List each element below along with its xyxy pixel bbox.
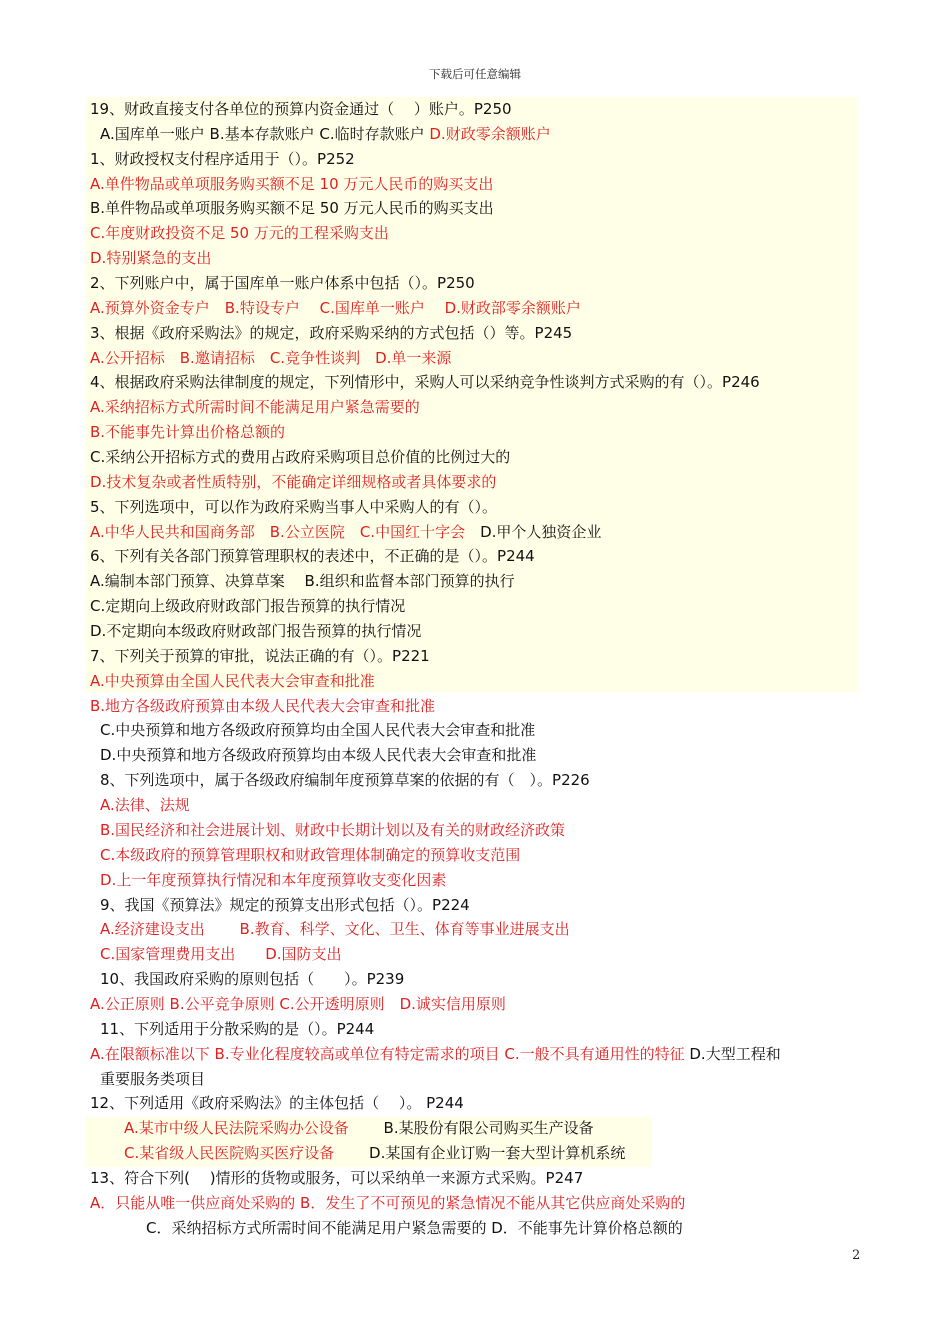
text-line [90, 619, 860, 644]
text-line [90, 1042, 860, 1067]
text-line [90, 893, 860, 918]
page-header: 下载后可任意编辑 [429, 67, 521, 81]
text-line [90, 246, 860, 271]
text-line [90, 445, 860, 470]
question-text: 3、根据《政府采购法》的规定，政府采购采纳的方式包括（）等。P245 [90, 323, 573, 342]
question-text: 4、根据政府采购法律制度的规定，下列情形中，采购人可以采纳竞争性谈判方式采购的有（）。P246 [90, 373, 760, 392]
question-text: 8、下列选项中，属于各级政府编制年度预算草案的依据的有（ ）。P226 [100, 771, 590, 790]
answer-text: A.公开招标 B.邀请招标 C.竞争性谈判 D.单一来源 [90, 348, 452, 367]
text-line [90, 370, 860, 395]
answer-text: A.中央预算由全国人民代表大会审查和批准 [90, 671, 375, 690]
question-text: B.某股份有限公司购买生产设备 [383, 1119, 594, 1138]
text-line [90, 1091, 860, 1116]
text-line [90, 1166, 860, 1191]
answer-text: A.在限额标准以下 B.专业化程度较高或单位有特定需求的项目 C.一般不具有通用性的特征 [90, 1044, 690, 1063]
text-line [90, 967, 860, 992]
question-text: D.大型工程和 [689, 1044, 781, 1063]
question-text: C．采纳招标方式所需时间不能满足用户紧急需要的 D．不能事先计算价格总额的 [146, 1218, 683, 1237]
question-text: 2、下列账户中，属于国库单一账户体系中包括（）。P250 [90, 274, 475, 293]
text-line [90, 1067, 860, 1092]
answer-text: C.某省级人民医院购买医疗设备 [124, 1144, 370, 1163]
answer-text: A.中华人民共和国商务部 B.公立医院 C.中国红十字会 [90, 522, 481, 541]
text-line [90, 793, 860, 818]
answer-text: B.不能事先计算出价格总额的 [90, 423, 286, 442]
text-line [90, 743, 860, 768]
question-text: 5、下列选项中，可以作为政府采购当事人中采购人的有（）。 [90, 497, 498, 516]
text-line [90, 1216, 860, 1241]
answer-text: A．只能从唯一供应商处采购的 B．发生了不可预见的紧急情况不能从其它供应商处采购的 [90, 1193, 686, 1212]
text-line [90, 172, 860, 197]
question-text: A.编制本部门预算、决算草案 B.组织和监督本部门预算的执行 [90, 572, 515, 591]
question-text: D.某国有企业订购一套大型计算机系统 [369, 1144, 626, 1163]
text-line [90, 147, 860, 172]
question-text: 7、下列关于预算的审批，说法正确的有（）。P221 [90, 646, 430, 665]
text-line [90, 669, 860, 694]
text-line [90, 470, 860, 495]
text-line [90, 818, 860, 843]
text-line [90, 544, 860, 569]
answer-text: A.采纳招标方式所需时间不能满足用户紧急需要的 [90, 398, 420, 417]
text-line [90, 843, 860, 868]
text-line [90, 221, 860, 246]
answer-text: D.技术复杂或者性质特别，不能确定详细规格或者具体要求的 [90, 472, 497, 491]
text-line [90, 992, 860, 1017]
text-line [90, 321, 860, 346]
answer-text: A.法律、法规 [100, 796, 190, 815]
question-text: A.国库单一账户 B.基本存款账户 C.临时存款账户 [100, 124, 430, 143]
text-line [90, 1191, 860, 1216]
text-line [90, 520, 860, 545]
answer-text: D.财政零余额账户 [429, 124, 551, 143]
answer-text: A.某市中级人民法院采购办公设备 [124, 1119, 384, 1138]
text-line [90, 644, 860, 669]
answer-text: C.国家管理费用支出 D.国防支出 [100, 945, 342, 964]
text-line [90, 495, 860, 520]
answer-text: B.国民经济和社会进展计划、财政中长期计划以及有关的财政经济政策 [100, 820, 566, 839]
text-line [90, 1116, 860, 1141]
answer-text: B.地方各级政府预算由本级人民代表大会审查和批准 [90, 696, 436, 715]
text-line [90, 942, 860, 967]
question-text: 19、财政直接支付各单位的预算内资金通过（ ）账户。P250 [90, 100, 512, 118]
text-line [90, 271, 860, 296]
answer-text: A.公正原则 B.公平竞争原则 C.公开透明原则 D.诚实信用原则 [90, 994, 506, 1013]
text-line [90, 594, 860, 619]
answer-text: A.经济建设支出 B.教育、科学、文化、卫生、体育等事业进展支出 [100, 920, 570, 939]
text-line [90, 122, 860, 147]
text-line [90, 694, 860, 719]
question-text: 10、我国政府采购的原则包括（ ）。P239 [100, 970, 405, 989]
answer-text: A.预算外资金专户 B.特设专户 C.国库单一账户 D.财政部零余额账户 [90, 298, 581, 317]
document-body [90, 97, 860, 1241]
page-number: 2 [852, 1248, 861, 1263]
answer-text: D.上一年度预算执行情况和本年度预算收支变化因素 [100, 870, 447, 889]
text-line [90, 718, 860, 743]
question-text: 11、下列适用于分散采购的是（）。P244 [100, 1019, 375, 1038]
text-line [90, 917, 860, 942]
question-text: 重要服务类项目 [100, 1069, 206, 1088]
question-text: C.中央预算和地方各级政府预算均由全国人民代表大会审查和批准 [100, 721, 536, 740]
question-text: C.采纳公开招标方式的费用占政府采购项目总价值的比例过大的 [90, 448, 511, 467]
text-line [90, 97, 860, 122]
text-line [90, 296, 860, 321]
question-text: B.单件物品或单项服务购买额不足 50 万元人民币的购买支出 [90, 199, 494, 218]
answer-text: C.本级政府的预算管理职权和财政管理体制确定的预算收支范围 [100, 845, 521, 864]
answer-text: A.单件物品或单项服务购买额不足 10 万元人民币的购买支出 [90, 174, 494, 193]
question-text: D.不定期向本级政府财政部门报告预算的执行情况 [90, 622, 422, 641]
answer-text: C.年度财政投资不足 50 万元的工程采购支出 [90, 224, 389, 243]
text-line [90, 196, 860, 221]
text-line [90, 868, 860, 893]
question-text: 1、财政授权支付程序适用于（）。P252 [90, 149, 355, 168]
question-text: C.定期向上级政府财政部门报告预算的执行情况 [90, 597, 406, 616]
text-line [90, 569, 860, 594]
text-line [90, 420, 860, 445]
answer-text: D.特别紧急的支出 [90, 249, 212, 268]
text-line [90, 768, 860, 793]
question-text: D.甲个人独资企业 [480, 522, 602, 541]
question-text: 9、我国《预算法》规定的预算支出形式包括（）。P224 [100, 895, 470, 914]
question-text: 6、下列有关各部门预算管理职权的表述中，不正确的是（）。P244 [90, 547, 535, 566]
text-line [90, 346, 860, 371]
question-text: 13、符合下列( )情形的货物或服务，可以采纳单一来源方式采购。P247 [90, 1168, 584, 1187]
text-line [90, 1141, 860, 1166]
text-line [90, 395, 860, 420]
question-text: D.中央预算和地方各级政府预算均由本级人民代表大会审查和批准 [100, 746, 537, 765]
text-line [90, 1017, 860, 1042]
question-text: 12、下列适用《政府采购法》的主体包括（ ）。 P244 [90, 1094, 464, 1113]
